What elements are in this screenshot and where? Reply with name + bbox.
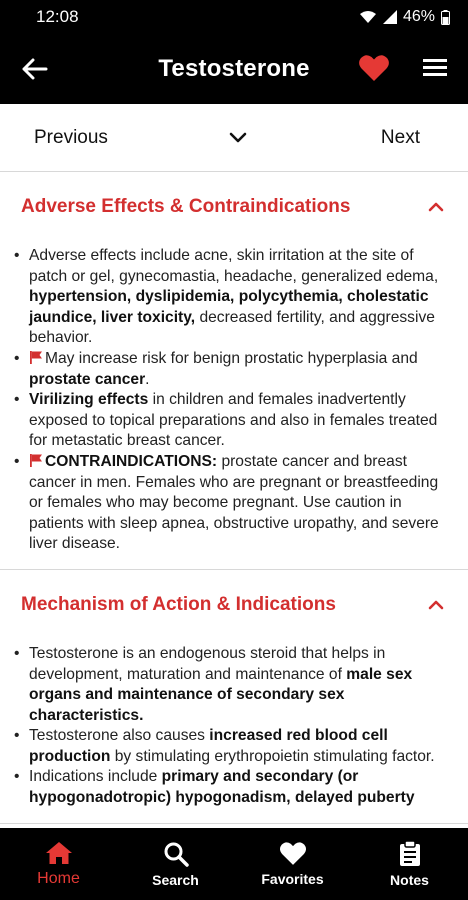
bullet-list <box>0 242 468 569</box>
tab-label: Home <box>37 869 80 887</box>
app-bar <box>0 34 468 104</box>
chevron-up-icon <box>426 595 446 615</box>
bullet-list <box>0 640 468 823</box>
favorite-button[interactable] <box>358 54 390 84</box>
signal-icon <box>383 10 397 24</box>
arrow-left-icon <box>22 58 48 80</box>
tab-home[interactable] <box>0 828 117 900</box>
battery-icon <box>441 10 450 25</box>
text: May increase risk for benign prostatic hyperplasia and <box>45 349 418 367</box>
section-header-mechanism[interactable] <box>0 570 468 640</box>
tab-search[interactable] <box>117 828 234 900</box>
tab-label: Favorites <box>261 871 324 887</box>
text: . <box>145 370 150 388</box>
text: in children and females inadvertently exposed to topical preparations and also in females treated for metastatic breast cancer. <box>29 391 438 450</box>
back-button[interactable] <box>20 54 50 84</box>
hamburger-icon <box>422 56 448 78</box>
status-icons <box>359 8 450 26</box>
flag-icon <box>29 454 43 467</box>
bullet-item <box>14 726 452 767</box>
bold-text: CONTRAINDICATIONS: <box>45 452 218 470</box>
bullet-item <box>14 390 452 452</box>
previous-button[interactable]: Previous <box>34 126 108 148</box>
section-adverse-effects <box>0 172 468 570</box>
bold-text: increased red blood cell production <box>29 727 388 765</box>
content-scroll[interactable] <box>0 172 468 828</box>
status-time: 12:08 <box>36 7 79 26</box>
text: Adverse effects include acne, skin irritation at the site of patch or gel, gynecomastia, headache, generalized edema, <box>29 247 439 285</box>
section-title: Mechanism of Action & Indications <box>21 593 336 615</box>
bold-text: prostate cancer <box>29 370 146 388</box>
menu-button[interactable] <box>422 56 450 82</box>
tab-notes[interactable] <box>351 828 468 900</box>
chevron-up-icon <box>426 197 446 217</box>
bold-text: male sex organs and maintenance of secondary sex characteristics. <box>29 665 413 724</box>
section-mechanism-indications <box>0 570 468 824</box>
tab-label: Notes <box>390 871 429 888</box>
next-button[interactable]: Next <box>380 126 420 148</box>
page-title: Testosterone <box>158 55 310 82</box>
heart-icon <box>358 54 390 82</box>
bullet-item <box>14 644 452 726</box>
bullet-item <box>14 349 452 390</box>
bottom-navigation <box>0 828 468 900</box>
text: Testosterone is an endogenous steroid that helps in development, maturation and maintenance of <box>29 644 386 683</box>
flag-icon <box>29 351 43 364</box>
text: by stimulating erythropoietin stimulating factor. <box>110 747 435 765</box>
drug-navigation <box>0 104 468 172</box>
clipboard-icon <box>399 841 421 867</box>
chevron-down-icon <box>226 126 250 150</box>
home-icon <box>45 841 73 865</box>
wifi-icon <box>359 10 377 24</box>
bullet-item <box>14 452 452 555</box>
drug-list-dropdown[interactable] <box>226 126 250 150</box>
tab-favorites[interactable] <box>234 828 351 900</box>
section-title: Adverse Effects & Contraindications <box>21 196 351 217</box>
text: Testosterone also causes <box>29 727 210 745</box>
text: prostate cancer and breast cancer in men. Females who are pregnant or breastfeeding or females who may become pregnant. Use caution in patients with sleep apnea, obstructive uropathy, and severe liver disease. <box>29 452 439 553</box>
bullet-item <box>14 767 452 808</box>
heart-icon <box>279 841 307 866</box>
search-icon <box>163 841 189 867</box>
bold-text: primary and secondary (or hypogonadotropic) hypogonadism, delayed puberty <box>29 768 415 807</box>
bold-text: hypertension, dyslipidemia, polycythemia, cholestatic jaundice, liver toxicity, <box>29 288 429 326</box>
bold-text: Virilizing effects <box>29 391 149 409</box>
text: decreased fertility, and aggressive behavior. <box>29 308 435 347</box>
battery-percent: 46% <box>402 8 435 25</box>
status-bar <box>0 0 468 34</box>
tab-label: Search <box>152 871 199 888</box>
bullet-item <box>14 246 452 349</box>
text: Indications include <box>29 768 162 786</box>
section-header-adverse-effects[interactable] <box>0 172 468 242</box>
